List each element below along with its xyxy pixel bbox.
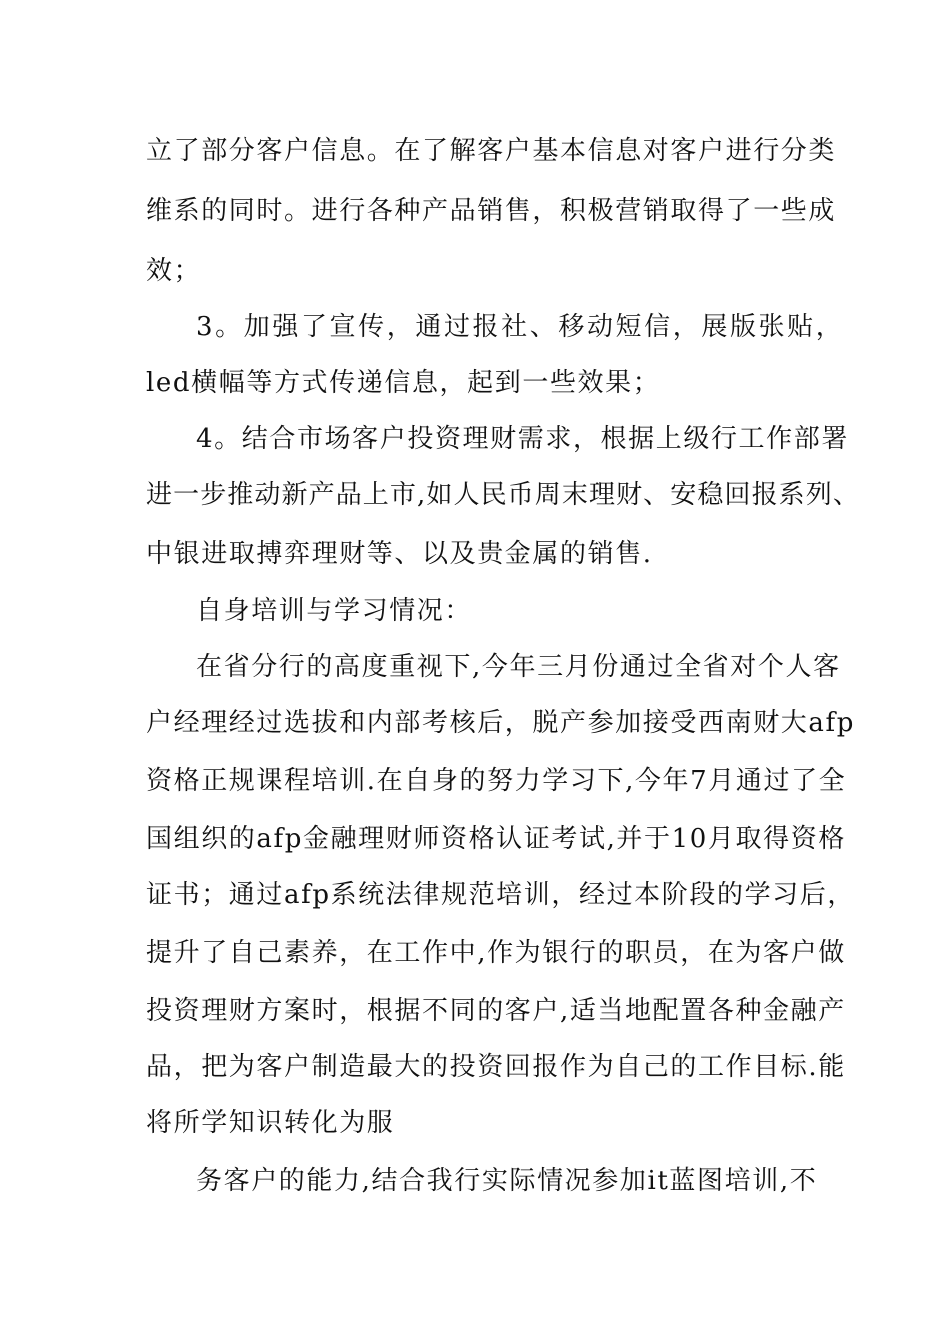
- text-line: 投资理财方案时，根据不同的客户,适当地配置各种金融产: [146, 996, 846, 1026]
- text-line: 进一步推动新产品上市,如人民币周末理财、安稳回报系列、: [146, 480, 860, 510]
- text-line: 务客户的能力,结合我行实际情况参加it蓝图培训,不: [196, 1166, 818, 1196]
- text-line: 资格正规课程培训.在自身的努力学习下,今年7月通过了全: [146, 766, 847, 796]
- text-line: 4。结合市场客户投资理财需求，根据上级行工作部署: [196, 424, 849, 454]
- text-line: 维系的同时。进行各种产品销售，积极营销取得了一些成: [146, 196, 837, 226]
- text-line: 证书；通过afp系统法律规范培训，经过本阶段的学习后，: [146, 880, 855, 910]
- text-line: 国组织的afp金融理财师资格认证考试,并于10月取得资格: [146, 824, 846, 854]
- text-line: 提升了自己素养，在工作中,作为银行的职员，在为客户做: [146, 938, 846, 968]
- text-line: 在省分行的高度重视下,今年三月份通过全省对个人客: [196, 652, 841, 682]
- section-heading: 自身培训与学习情况：: [196, 596, 473, 626]
- text-line: 户经理经过选拔和内部考核后，脱产参加接受西南财大afp: [146, 708, 855, 738]
- text-line: 立了部分客户信息。在了解客户基本信息对客户进行分类: [146, 136, 837, 166]
- text-line: 品，把为客户制造最大的投资回报作为自己的工作目标.能: [146, 1052, 846, 1082]
- text-line: 将所学知识转化为服: [146, 1108, 395, 1138]
- text-line: 中银进取搏弈理财等、以及贵金属的销售.: [146, 539, 653, 569]
- text-line: led横幅等方式传递信息，起到一些效果；: [146, 368, 661, 398]
- text-line: 效；: [146, 256, 202, 286]
- text-line: 3。加强了宣传，通过报社、移动短信，展版张贴，: [196, 312, 845, 342]
